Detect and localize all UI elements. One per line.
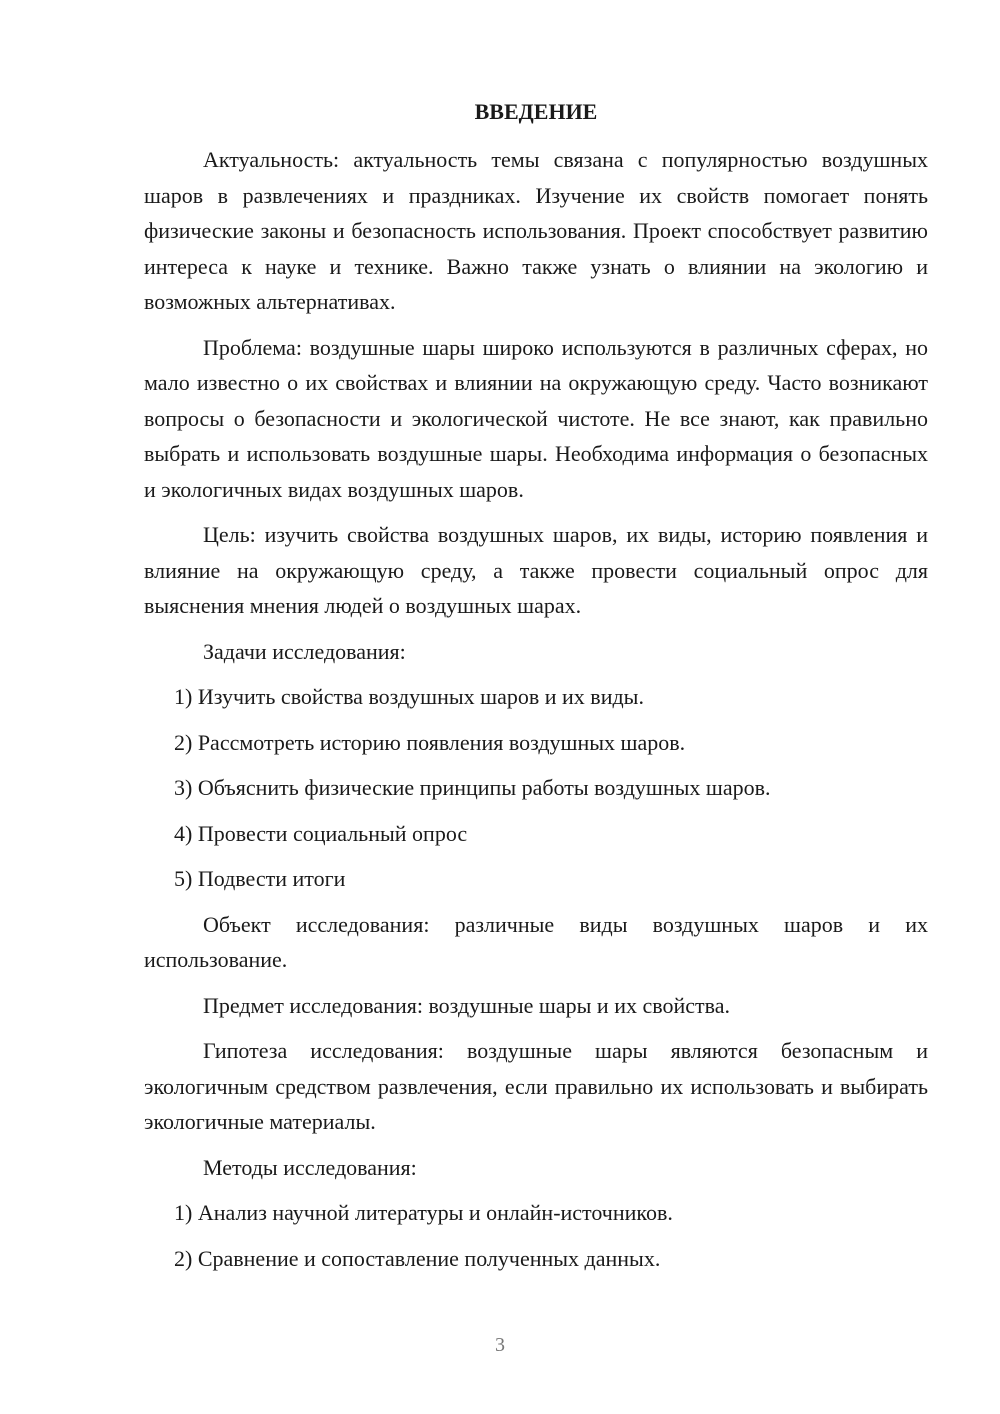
relevance-paragraph: Актуальность: актуальность темы связана с популярностью воздушных шаров в развлечениях и праздниках. Изучение их свойств помогает понять физические законы и безопасность использования. Проект способствует развитию интереса к науке и технике. Важно также узнать о влиянии на экологию и возможных альтернативах.	[144, 147, 928, 314]
task-item-3: 3) Объяснить физические принципы работы воздушных шаров.	[174, 775, 771, 800]
task-item-1: 1) Изучить свойства воздушных шаров и их виды.	[174, 684, 644, 709]
task-item-2: 2) Рассмотреть историю появления воздушных шаров.	[174, 729, 686, 755]
goal-paragraph: Цель: изучить свойства воздушных шаров, их виды, историю появления и влияние на окружающую среду, а также провести социальный опрос для выяснения мнения людей о воздушных шарах.	[144, 522, 928, 618]
method-item-2: 2) Сравнение и сопоставление полученных данных.	[174, 1245, 661, 1271]
document-body	[144, 97, 928, 1286]
task-item-5: 5) Подвести итоги	[174, 866, 346, 891]
task-item-4: 4) Провести социальный опрос	[174, 820, 468, 846]
page-number: 3	[495, 1334, 505, 1356]
method-item-1: 1) Анализ научной литературы и онлайн-источников.	[174, 1200, 673, 1225]
subject-paragraph: Предмет исследования: воздушные шары и их свойства.	[203, 992, 730, 1018]
hypothesis-paragraph: Гипотеза исследования: воздушные шары являются безопасным и экологичным средством развлечения, если правильно их использовать и выбирать экологичные материалы.	[144, 1038, 928, 1134]
section-heading: ВВЕДЕНИЕ	[474, 99, 598, 124]
object-paragraph: Объект исследования: различные виды воздушных шаров и их использование.	[144, 911, 928, 972]
tasks-heading: Задачи исследования:	[203, 638, 406, 664]
problem-paragraph: Проблема: воздушные шары широко используются в различных сферах, но мало известно о их свойствах и влиянии на окружающую среду. Часто возникают вопросы о безопасности и экологической чистоте. Не все знают, как правильно выбрать и использовать воздушные шары. Необходима информация о безопасных и экологичных видах воздушных шаров.	[144, 334, 928, 502]
methods-heading: Методы исследования:	[203, 1154, 417, 1180]
